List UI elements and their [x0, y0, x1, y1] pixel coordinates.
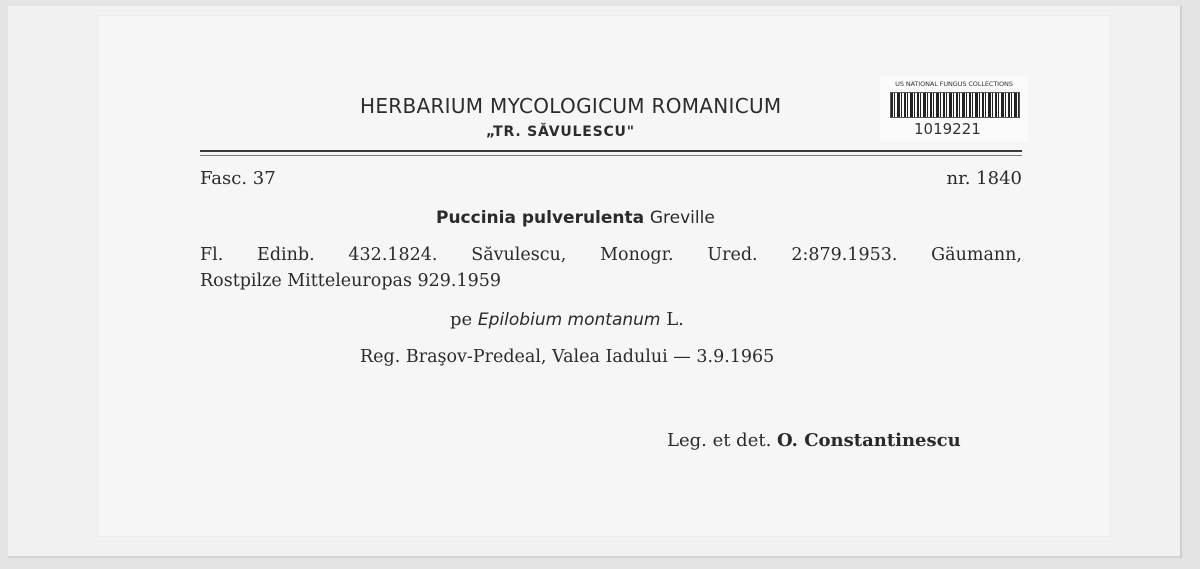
herbarium-subtitle: „TR. SĂVULESCU"	[486, 124, 635, 140]
barcode-sticker	[880, 76, 1028, 142]
species-line	[436, 207, 715, 228]
species-author: Greville	[649, 208, 715, 228]
barcode-number: 1019221	[914, 120, 981, 138]
host-author: L.	[666, 309, 684, 330]
locality: Reg. Braşov-Predeal, Valea Iadului — 3.9.1965	[360, 347, 775, 367]
host-prefix: pe	[450, 309, 473, 330]
herbarium-title: HERBARIUM MYCOLOGICUM ROMANICUM	[360, 94, 782, 118]
specimen-number: nr. 1840	[946, 168, 1022, 189]
fascicle-number: Fasc. 37	[200, 168, 276, 189]
header-divider	[200, 150, 1022, 152]
host-name: Epilobium montanum	[477, 310, 661, 330]
reference-line-1: Fl. Edinb. 432.1824. Săvulescu, Monogr. Ured. 2:879.1953. Gäumann,	[200, 245, 1022, 265]
reference-line-2: Rostpilze Mitteleuropas 929.1959	[200, 271, 502, 291]
host-line	[450, 309, 684, 330]
barcode-icon	[890, 92, 1020, 118]
barcode-organization: US NATIONAL FUNGUS COLLECTIONS	[895, 80, 1013, 88]
collector-prefix: Leg. et det.	[667, 430, 772, 451]
species-name: Puccinia pulverulenta	[436, 208, 645, 228]
collector-name: O. Constantinescu	[777, 430, 961, 451]
collector-line	[667, 430, 961, 451]
header-divider-thin	[200, 155, 1022, 156]
